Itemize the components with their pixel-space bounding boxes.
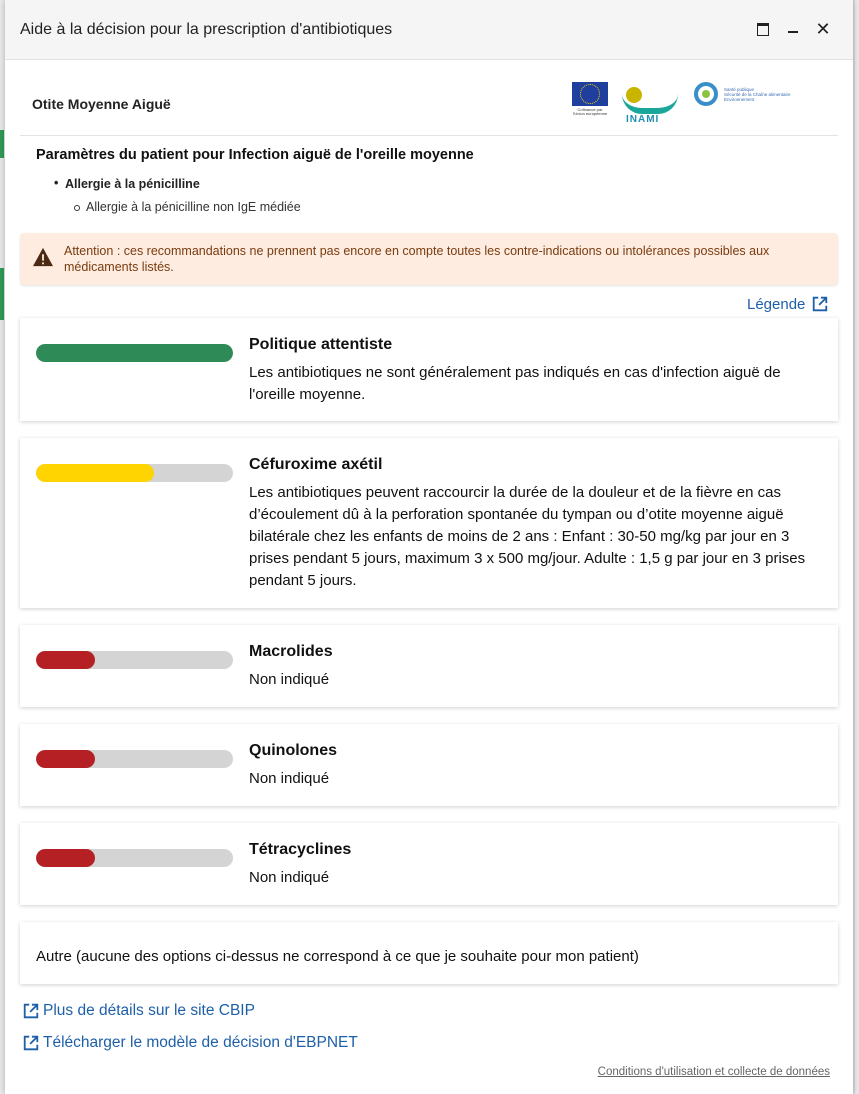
condition-header	[20, 60, 838, 136]
option-card[interactable]	[20, 823, 838, 905]
recommendation-bar	[36, 750, 233, 768]
minimize-icon	[788, 31, 798, 33]
legend-label: Légende	[747, 295, 806, 313]
condition-title: Otite Moyenne Aiguë	[32, 96, 171, 112]
background-app-right-edge	[855, 0, 859, 1094]
option-card[interactable]	[20, 318, 838, 421]
option-description: Non indiqué	[249, 671, 330, 688]
warning-text: Attention : ces recommandations ne prennent pas encore en compte toutes les contre-indications ou intolérances possibles aux médicaments listés.	[64, 244, 770, 274]
patient-param-subitem: Allergie à la pénicilline non IgE médiée	[86, 200, 301, 214]
background-green-tab	[0, 130, 4, 158]
option-title: Politique attentiste	[249, 336, 393, 353]
recommendation-bar	[36, 464, 233, 482]
recommendation-bar-fill	[36, 651, 95, 669]
eu-flag-icon	[572, 82, 608, 106]
background-green-tab	[0, 268, 4, 320]
legend-link[interactable]	[747, 295, 829, 313]
maximize-button[interactable]	[753, 19, 773, 39]
recommendation-bar-fill	[36, 344, 233, 362]
terms-link[interactable]: Conditions d'utilisation et collecte de données	[597, 1066, 830, 1078]
option-card[interactable]	[20, 438, 838, 608]
inami-logo	[622, 82, 680, 126]
partner-logos	[572, 82, 818, 130]
ebpnet-link-label: Télécharger le modèle de décision d'EBPNET	[43, 1034, 358, 1051]
option-description: Non indiqué	[249, 770, 330, 787]
external-link-icon	[22, 1034, 40, 1052]
recommendation-bar	[36, 651, 233, 669]
other-option-card[interactable]	[20, 922, 838, 984]
option-title: Tétracyclines	[249, 841, 352, 858]
antibiotic-decision-dialog	[5, 0, 853, 1094]
patient-params-title: Paramètres du patient pour Infection aiguë de l'oreille moyenne	[36, 147, 474, 163]
warning-icon	[32, 247, 54, 267]
recommendation-bar-fill	[36, 750, 95, 768]
patient-param-item: • Allergie à la pénicilline	[65, 177, 200, 191]
warning-banner	[20, 233, 838, 285]
recommendation-bar-fill	[36, 464, 154, 482]
option-description: Les antibiotiques ne sont généralement pas indiqués en cas d'infection aiguë de l'oreille moyenne.	[249, 364, 781, 403]
option-card[interactable]	[20, 724, 838, 806]
external-link-icon	[22, 1002, 40, 1020]
recommendation-bar	[36, 849, 233, 867]
public-health-icon	[694, 82, 718, 106]
cbip-link-label: Plus de détails sur le site CBIP	[43, 1002, 255, 1019]
ebpnet-download-link[interactable]	[22, 1034, 358, 1052]
external-link-icon	[811, 295, 829, 313]
close-button[interactable]	[813, 19, 833, 39]
close-icon: ✕	[815, 19, 831, 39]
maximize-icon	[757, 23, 769, 36]
option-description: Les antibiotiques peuvent raccourcir la durée de la douleur et de la fièvre en cas d’écoulement dû à la perforation spontanée du tympan ou d’otite moyenne aiguë bilatérale chez les enfants de moins de 2 ans : Enfant : 30-50 mg/kg par jour en 3 prises pendant 5 jours, maximum 3 x 500 mg/jour. Adulte : 1,5 g par jour en 3 prises pendant 5 jours.	[249, 484, 806, 589]
other-option-label: Autre (aucune des options ci-dessus ne correspond à ce que je souhaite pour mon patient)	[36, 948, 639, 965]
cbip-details-link[interactable]	[22, 1002, 255, 1020]
public-health-logo-text: Santé publique Sécurité de la Chaîne alimentaire Environnement	[724, 86, 791, 102]
option-description: Non indiqué	[249, 869, 330, 886]
public-health-logo	[694, 82, 818, 106]
option-title: Macrolides	[249, 643, 333, 660]
option-title: Céfuroxime axétil	[249, 456, 383, 473]
dialog-title: Aide à la décision pour la prescription d'antibiotiques	[20, 20, 393, 38]
option-card[interactable]	[20, 625, 838, 707]
recommendation-bar	[36, 344, 233, 362]
recommendation-bar-fill	[36, 849, 95, 867]
inami-logo-text: INAMI	[626, 114, 660, 125]
eu-caption: Cofinancé par l'Union européenne	[572, 107, 608, 116]
dialog-titlebar	[5, 0, 853, 60]
minimize-button[interactable]	[783, 19, 803, 39]
eu-logo	[572, 82, 608, 122]
option-title: Quinolones	[249, 742, 337, 759]
